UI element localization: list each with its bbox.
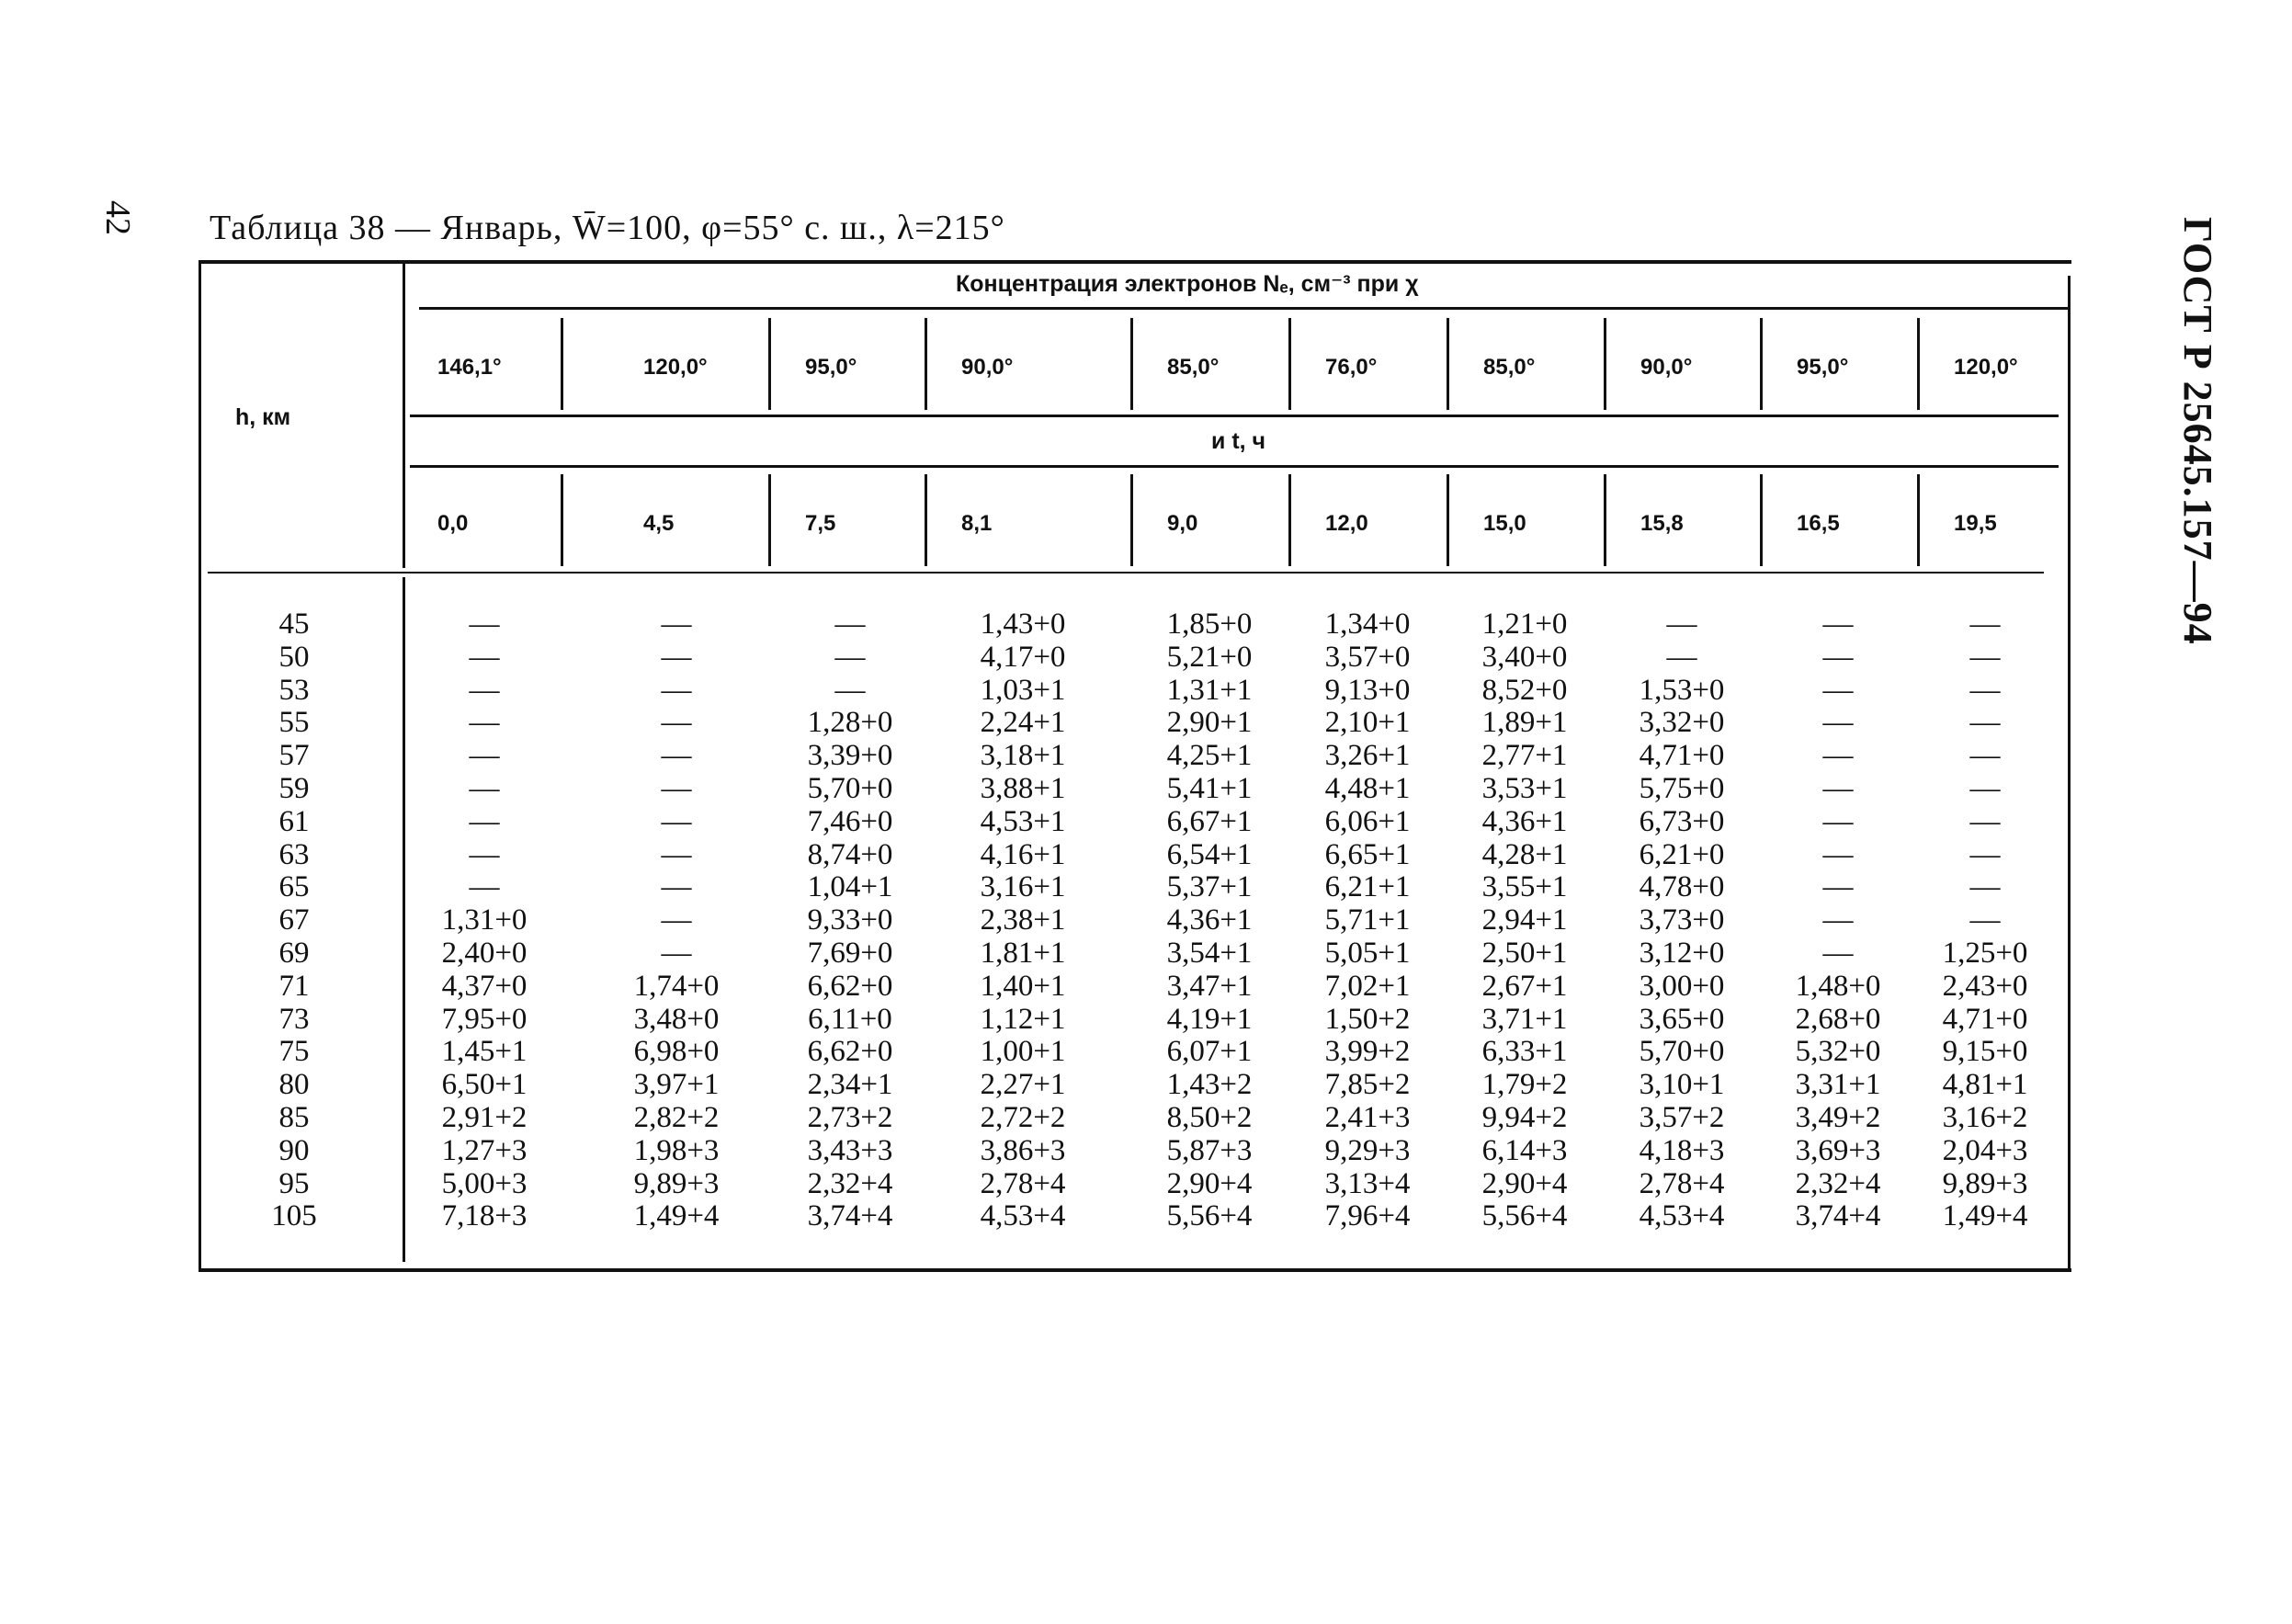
- chi-column-separator: [1917, 318, 1920, 410]
- time-column-separator: [768, 474, 771, 566]
- chi-value: 146,1°: [437, 355, 502, 380]
- table-right-border: [2068, 276, 2071, 1270]
- chi-column-separator: [1447, 318, 1449, 410]
- data-column: — — — — — — — — — — 1,25+0 2,43+0 4,71+0 9,15+0 4,81+1 3,16+2 2,04+3 9,89+3 1,49+4: [1942, 608, 2028, 1233]
- time-column-separator: [1447, 474, 1449, 566]
- chi-column-separator: [1604, 318, 1606, 410]
- time-value: 0,0: [437, 511, 469, 536]
- time-column-separator: [925, 474, 927, 566]
- time-value: 4,5: [643, 511, 675, 536]
- data-column: 1,21+0 3,40+0 8,52+0 1,89+1 2,77+1 3,53+1 4,36+1 4,28+1 3,55+1 2,94+1 2,50+1 2,67+1 3,71+1 6,33+1 1,79+2 9,94+2 6,14+3 2,90+4 5,56+4: [1481, 608, 1568, 1233]
- time-header: и t, ч: [1211, 428, 1266, 454]
- time-value: 12,0: [1325, 511, 1368, 536]
- chi-value: 120,0°: [1954, 355, 2018, 380]
- table-top-rule: [199, 260, 2071, 264]
- chi-rule: [410, 415, 2059, 417]
- time-value: 9,0: [1167, 511, 1198, 536]
- time-value: 7,5: [805, 511, 836, 536]
- chi-value: 95,0°: [805, 355, 857, 380]
- height-column-header: h, км: [235, 404, 291, 430]
- chi-value: 95,0°: [1797, 355, 1849, 380]
- data-column: — — — — — — — — — — — 1,74+0 3,48+0 6,98+0 3,97+1 2,82+2 1,98+3 9,89+3 1,49+4: [633, 608, 720, 1233]
- time-column-separator: [1917, 474, 1920, 566]
- document-code: ГОСТ Р 25645.157—94: [2175, 217, 2220, 645]
- chi-value: 85,0°: [1167, 355, 1220, 380]
- data-column: 1,34+0 3,57+0 9,13+0 2,10+1 3,26+1 4,48+1 6,06+1 6,65+1 6,21+1 5,71+1 5,05+1 7,02+1 1,50+2 3,99+2 7,85+2 2,41+3 9,29+3 3,13+4 7,96+4: [1324, 608, 1411, 1233]
- concentration-rule: [419, 307, 2068, 310]
- chi-column-separator: [1760, 318, 1763, 410]
- time-rule: [410, 465, 2059, 468]
- chi-column-separator: [768, 318, 771, 410]
- time-value: 16,5: [1797, 511, 1840, 536]
- data-column: — — — 1,28+0 3,39+0 5,70+0 7,46+0 8,74+0 1,04+1 9,33+0 7,69+0 6,62+0 6,11+0 6,62+0 2,34+1 2,73+2 3,43+3 2,32+4 3,74+4: [807, 608, 893, 1233]
- page-number: 42: [98, 200, 137, 235]
- chi-column-separator: [561, 318, 563, 410]
- concentration-header: Концентрация электронов Nₑ, см⁻³ при χ: [956, 271, 1419, 297]
- chi-value: 90,0°: [961, 355, 1014, 380]
- height-values-column: 45 50 53 55 57 59 61 63 65 67 69 71 73 75 80 85 90 95 105: [271, 608, 317, 1233]
- time-value: 8,1: [961, 511, 993, 536]
- data-column: — — — — — — — — — — — 1,48+0 2,68+0 5,32+0 3,31+1 3,49+2 3,69+3 2,32+4 3,74+4: [1795, 608, 1881, 1233]
- table-caption: Таблица 38 — Январь, W̄=100, φ=55° с. ш., λ=215°: [210, 209, 1005, 247]
- time-column-separator: [561, 474, 563, 566]
- chi-value: 120,0°: [643, 355, 708, 380]
- table-bottom-rule: [199, 1268, 2071, 1272]
- chi-value: 76,0°: [1325, 355, 1378, 380]
- data-column: 1,85+0 5,21+0 1,31+1 2,90+1 4,25+1 5,41+1 6,67+1 6,54+1 5,37+1 4,36+1 3,54+1 3,47+1 4,19+1 6,07+1 1,43+2 8,50+2 5,87+3 2,90+4 5,56+4: [1166, 608, 1253, 1233]
- table-left-border: [199, 260, 201, 1271]
- time-value: 19,5: [1954, 511, 1997, 536]
- stub-divider-body: [403, 577, 405, 1262]
- data-column: 1,43+0 4,17+0 1,03+1 2,24+1 3,18+1 3,88+1 4,53+1 4,16+1 3,16+1 2,38+1 1,81+1 1,40+1 1,12+1 1,00+1 2,27+1 2,72+2 3,86+3 2,78+4 4,53+4: [980, 608, 1066, 1233]
- time-value: 15,8: [1640, 511, 1684, 536]
- data-column: — — — — — — — — — 1,31+0 2,40+0 4,37+0 7,95+0 1,45+1 6,50+1 2,91+2 1,27+3 5,00+3 7,18+3: [441, 608, 528, 1233]
- chi-value: 85,0°: [1483, 355, 1536, 380]
- time-column-separator: [1288, 474, 1291, 566]
- chi-column-separator: [1288, 318, 1291, 410]
- chi-column-separator: [1130, 318, 1133, 410]
- time-column-separator: [1604, 474, 1606, 566]
- data-column: — — 1,53+0 3,32+0 4,71+0 5,75+0 6,73+0 6,21+0 4,78+0 3,73+0 3,12+0 3,00+0 3,65+0 5,70+0 3,10+1 3,57+2 4,18+3 2,78+4 4,53+4: [1639, 608, 1725, 1233]
- time-value: 15,0: [1483, 511, 1526, 536]
- header-body-rule: [208, 572, 2044, 574]
- chi-column-separator: [925, 318, 927, 410]
- time-column-separator: [1760, 474, 1763, 566]
- time-column-separator: [1130, 474, 1133, 566]
- chi-value: 90,0°: [1640, 355, 1693, 380]
- stub-divider: [403, 260, 405, 568]
